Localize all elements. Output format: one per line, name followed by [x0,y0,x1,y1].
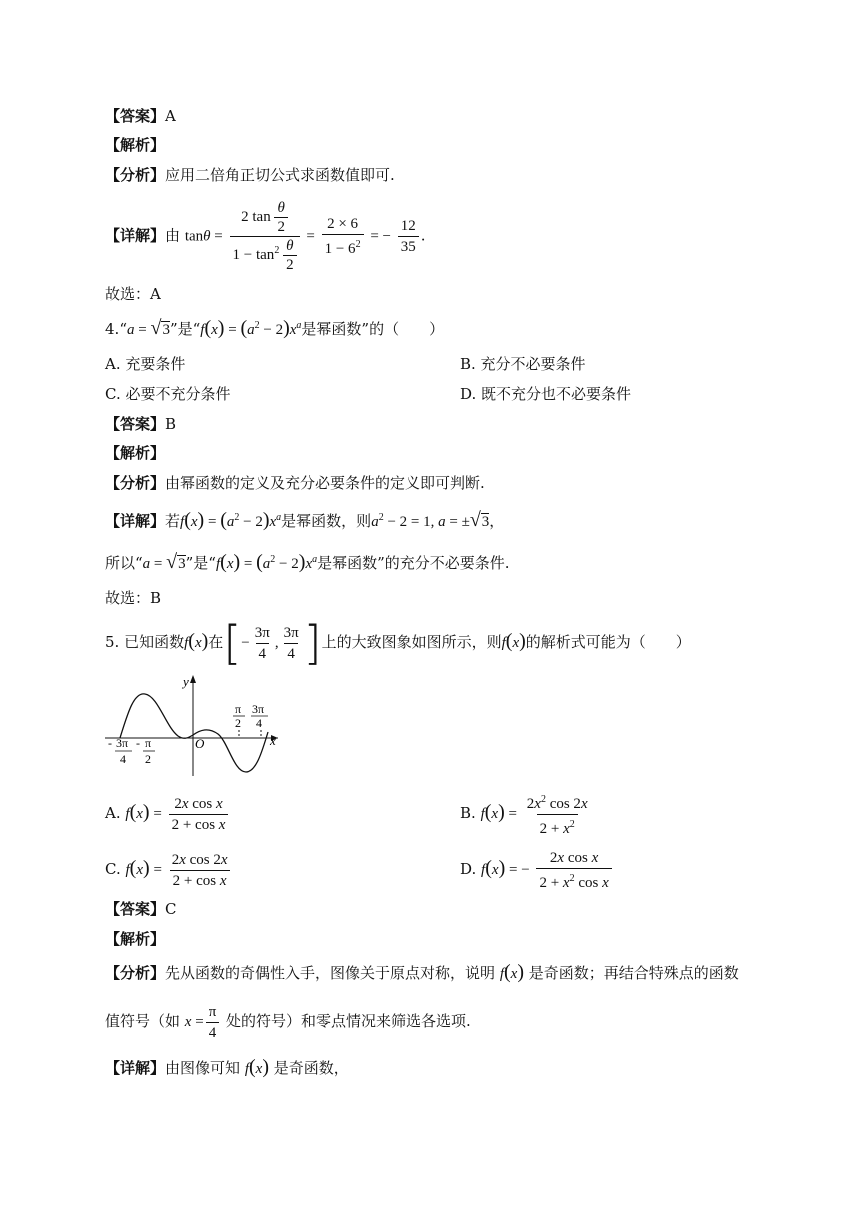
q4-option-a[interactable]: A. 充要条件 [105,355,186,373]
neg-3pi-4-sign: - [108,736,112,750]
q5-option-b[interactable]: B. f(x) = $\frac{2x^2 \cos 2x}{2 + x^2}$ [460,793,588,837]
3pi-4-den: 4 [256,716,262,730]
q3-fenxi [105,165,395,185]
q5-option-d[interactable]: D. f(x) = − $\frac{\text{2x cos x}}{2 + x^2 \cos x}$ [460,846,614,892]
formula-tan: tanθ = [184,228,223,245]
3pi-4-num: 3π [252,702,265,716]
q5-number: 5. [105,633,120,651]
q4-conclusion: 所以“a = √3”是“$f(x) = (a^2 - 2)x^a$是幂函数”的充分不必要条件. [105,551,510,573]
pi-2-num: π [235,702,242,716]
y-axis-arrow-icon [190,675,196,683]
neg-pi-2-num: π [145,736,152,750]
q3-choose: 故选：A [105,285,161,303]
answer-label: 【答案】 [105,107,166,125]
q4-fenxi: 【分析】由幂函数的定义及充分必要条件的定义即可判断. [105,474,485,492]
fenxi-label: 【分析】 [105,166,166,184]
detail-label: 【详解】 [105,226,166,245]
q4-option-d[interactable]: D. 既不充分也不必要条件 [460,385,632,403]
answer-value: C [165,900,177,918]
y-label: y [183,674,189,689]
q4-detail: 【详解】若$f(x) = (a^2 - 2)x^a$是幂函数，则$a^2 - 2 = 1$, a = ±√3， [105,509,505,531]
formula-frac-3: $\frac{12}{35}$ [398,217,419,256]
q4-analysis-label: 【解析】 [105,444,166,462]
q5-analysis-label: 【解析】 [105,930,166,948]
origin-label: O [195,736,205,751]
neg-pi-2-den: 2 [145,752,151,766]
function-graph [100,672,285,782]
pi-2-den: 2 [235,716,241,730]
q3-answer [105,106,176,126]
q3-detail: 【详解】由 tanθ = 2 tan $\frac{\theta}{2}$ $1 - \tan^2$ $\frac{\theta}{2}$ = $\frac{2 \times 6}{1 - 6^2}$ = − $\frac{12}{35}$ . [105,200,426,273]
fenxi-text: 应用二倍角正切公式求函数值即可. [165,166,395,184]
function-curve [120,694,268,772]
q5-answer: 【答案】C [105,900,177,918]
q5-option-c[interactable]: C. f(x) = $\frac{\text{2x cos 2x}}{\text{2 + cos x}}$ [105,846,233,892]
q4-option-b[interactable]: B. 充分不必要条件 [460,355,586,373]
q4-stem: 4.“a = √3”是“$f(x) = (a^2 - 2)x^a$是幂函数”的（ ） [105,317,445,339]
x-label: x [270,733,276,748]
q4-option-c[interactable]: C. 必要不充分条件 [105,385,231,403]
answer-value: B [165,415,177,433]
q3-analysis-label: 【解析】 [105,136,166,154]
formula-frac-2: $\frac{2 \times 6}{1 - 6^2}$ [322,215,364,258]
neg-3pi-4-den: 4 [120,752,126,766]
q5-stem: 5. 已知函数f(x)在[− $\frac{3\pi}{4}$ , $\frac{3\pi}{4}$ ]上的大致图象如图所示，则f(x)的解析式可能为（ ） [105,616,691,670]
q5-detail: 【详解】由图像可知 f(x) 是奇函数， [105,1056,349,1078]
q5-fenxi: 【分析】先从函数的奇偶性入手，图像关于原点对称，说明 f(x) 是奇函数；再结合特殊点的函数 [105,961,739,983]
q4-answer: 【答案】B [105,415,177,433]
q5-option-a[interactable]: A. f(x) = $\frac{\text{2x cos x}}{\text{2 + cos x}}$ [105,790,230,836]
formula-frac-1: 2 tan $\frac{\theta}{2}$ $1 - \tan^2$ $\frac{\theta}{2}$ [230,200,300,273]
q4-choose: 故选：B [105,589,162,607]
neg-pi-2-sign: - [136,736,140,750]
q5-fenxi-cont: 值符号（如 x = $\frac{\pi}{4}$ 处的符号）和零点情况来筛选各选项. [105,1003,471,1041]
neg-3pi-4-num: 3π [116,736,129,750]
answer-value: A [165,107,176,125]
q4-number: 4. [105,320,120,338]
detail-prefix: 由 [165,226,181,245]
